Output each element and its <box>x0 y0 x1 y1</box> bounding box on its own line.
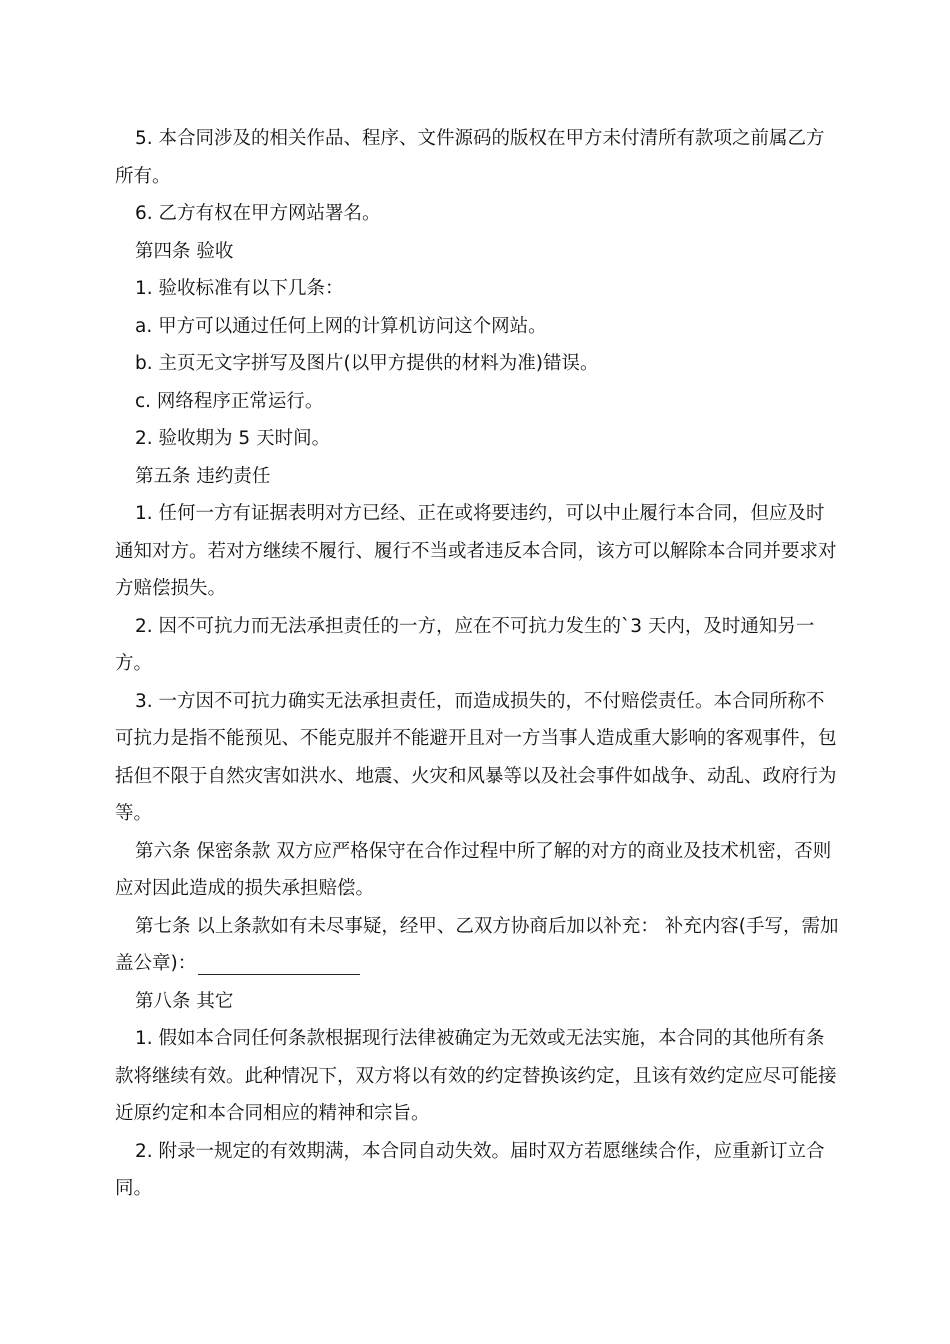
handwritten-supplement-line <box>198 950 360 975</box>
clause-5-item-3: 3. 一方因不可抗力确实无法承担责任，而造成损失的，不付赔偿责任。本合同所称不可抗力是指不能预见、不能克服并不能避开且对一方当事人造成重大影响的客观事件，包括但不限于自然灾害如洪水、地震、火灾和风暴等以及社会事件如战争、动乱、政府行为等。 <box>115 690 837 824</box>
article-7-supplement <box>115 908 843 983</box>
clause-5-item-2: 2. 因不可抗力而无法承担责任的一方，应在不可抗力发生的`3 天内，及时通知另一方。 <box>115 615 815 674</box>
clause-4-item-b: b. 主页无文字拼写及图片(以甲方提供的材料为准)错误。 <box>135 353 599 374</box>
clause-4-item-2: 2. 验收期为 5 天时间。 <box>135 428 331 449</box>
clause-4-item-1: 1. 验收标准有以下几条： <box>135 278 344 299</box>
article-4-heading: 第四条 验收 <box>135 240 234 262</box>
clause-5-item-1: 1. 任何一方有证据表明对方已经、正在或将要违约，可以中止履行本合同，但应及时通知对方。若对方继续不履行、履行不当或者违反本合同，该方可以解除本合同并要求对方赔偿损失。 <box>115 503 837 599</box>
article-5-heading: 第五条 违约责任 <box>135 465 271 487</box>
clause-4-item-a: a. 甲方可以通过任何上网的计算机访问这个网站。 <box>135 315 547 337</box>
article-8-heading: 第八条 其它 <box>135 990 234 1012</box>
clause-4-item-c: c. 网络程序正常运行。 <box>135 390 324 412</box>
document-body <box>115 120 843 1208</box>
clause-3-item-6: 6. 乙方有权在甲方网站署名。 <box>135 203 381 224</box>
clause-3-item-5: 5. 本合同涉及的相关作品、程序、文件源码的版权在甲方未付清所有款项之前属乙方所有。 <box>115 128 825 187</box>
article-6-confidentiality: 第六条 保密条款 双方应严格保守在合作过程中所了解的对方的商业及技术机密，否则应对因此造成的损失承担赔偿。 <box>115 840 832 899</box>
clause-8-item-2: 2. 附录一规定的有效期满，本合同自动失效。届时双方若愿继续合作，应重新订立合同。 <box>115 1140 825 1199</box>
article-7-text: 第七条 以上条款如有未尽事疑，经甲、乙双方协商后加以补充： 补充内容(手写，需加盖公章)： <box>115 915 839 974</box>
clause-8-item-1: 1. 假如本合同任何条款根据现行法律被确定为无效或无法实施，本合同的其他所有条款将继续有效。此种情况下，双方将以有效的约定替换该约定，且该有效约定应尽可能接近原约定和本合同相应的精神和宗旨。 <box>115 1028 837 1124</box>
